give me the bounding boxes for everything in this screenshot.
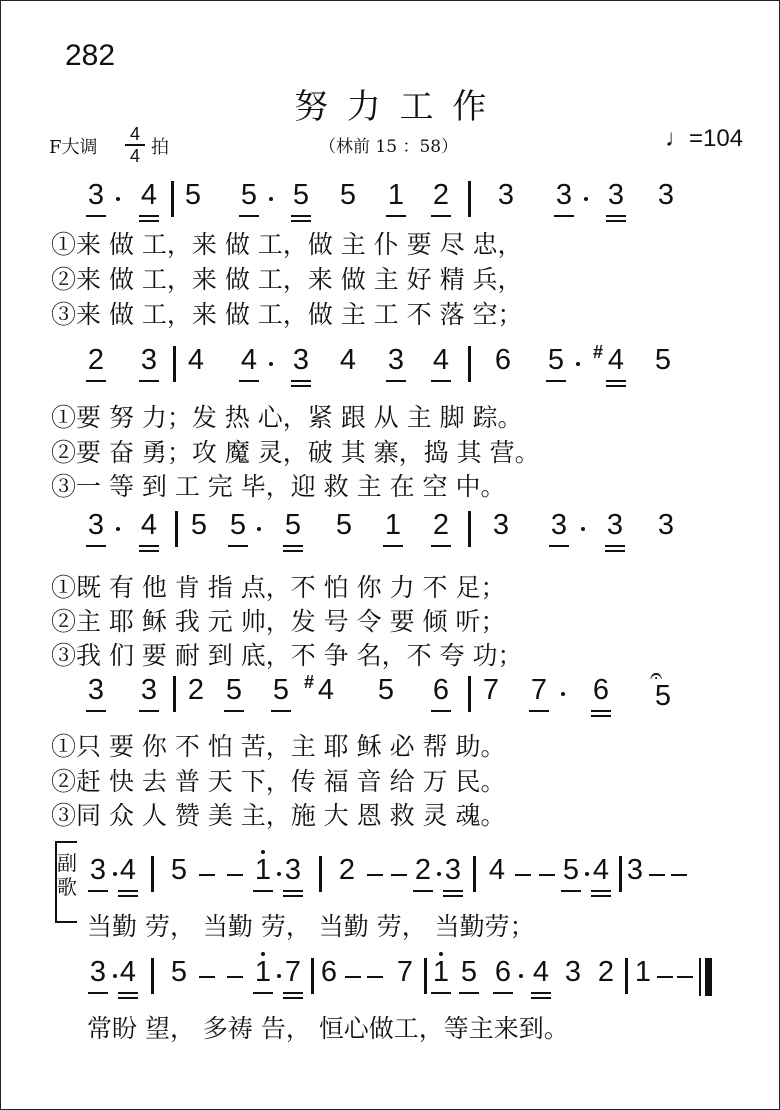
scripture-reference: （林前 15 ：58） [319,137,459,157]
dot-rhythm [561,692,565,696]
dot-rhythm [584,197,588,201]
note: 3 [492,509,510,541]
barline [319,856,322,892]
note: 1 [254,854,272,886]
lyric-verse-2: ②来 做 工，来 做 工，来 做 主 好 精 兵， [51,265,523,294]
note: 4 [140,179,158,211]
dot-rhythm [269,362,273,366]
lyric-chorus-2: 常盼 望， 多祷 告， 恒心做工，等主来到。 [87,1014,569,1043]
notation-chorus-1 [1,856,780,896]
underline [606,380,626,382]
dot-rhythm [576,362,580,366]
dash [671,874,687,876]
underline [561,890,581,892]
barline [311,958,314,994]
barline [468,511,471,547]
underline [431,710,451,712]
underline [283,992,303,994]
underline [271,710,291,712]
note: 3 [657,179,675,211]
lyric-verse-3: ③一 等 到 工 完 毕，迎 救 主 在 空 中。 [51,472,506,501]
underline [591,715,611,717]
dot-rhythm [277,872,281,876]
notation-line-2 [1,342,780,386]
underline [493,992,513,994]
underline [139,545,159,547]
underline [291,215,311,217]
chorus-label-char: 副 [57,851,77,875]
note: 4 [488,854,506,886]
underline [554,215,574,217]
underline [283,550,303,552]
underline [591,710,611,712]
dash [677,976,693,978]
sharp-icon: # [303,672,315,692]
dot-rhythm [581,527,585,531]
note: 3 [607,179,625,211]
note: 2 [432,179,450,211]
underline [239,215,259,217]
dot-rhythm [277,974,281,978]
note: 2 [338,854,356,886]
barline [619,856,622,892]
dash [649,874,665,876]
note: 3 [550,509,568,541]
note: 3 [387,344,405,376]
underline [606,220,626,222]
note: 5 [190,509,208,541]
note: 2 [87,344,105,376]
note: 7 [396,956,414,988]
note: 4 [339,344,357,376]
underline [546,380,566,382]
barline [625,958,628,994]
dash [227,976,243,978]
underline [291,385,311,387]
underline [86,710,106,712]
lyric-chorus-1: 当勤 劳， 当勤 劳， 当勤 劳， 当勤劳； [87,912,535,941]
underline [606,215,626,217]
lyric-verse-2: ②要 奋 勇；攻 魔 灵，破 其 寨，捣 其 营。 [51,438,540,467]
underline [253,992,273,994]
note: 3 [497,179,515,211]
note: 5 [377,674,395,706]
underline [139,220,159,222]
note: 6 [592,674,610,706]
quarter-note-icon: ♩ [665,125,689,152]
note: 5 [339,179,357,211]
note: 2 [432,509,450,541]
note: 5 [284,509,302,541]
note: 7 [284,956,302,988]
dot-rhythm [437,872,441,876]
underline [549,545,569,547]
underline [86,545,106,547]
final-barline-thick [705,958,712,996]
underline [224,710,244,712]
underline [118,895,138,897]
underline [431,215,451,217]
page-number: 282 [65,39,116,72]
note: 1 [254,956,272,988]
underline [283,895,303,897]
note: 5 [272,674,290,706]
note: 3 [657,509,675,541]
underline [531,997,551,999]
note: 4 [119,854,137,886]
note: 5 [184,179,202,211]
note: 7 [482,674,500,706]
lyric-verse-1: ①来 做 工，来 做 工，做 主 仆 要 尽 忠， [51,230,523,259]
note: 4 [532,956,550,988]
note: 4 [432,344,450,376]
note: 5 [562,854,580,886]
note: 3 [87,179,105,211]
dash [345,976,361,978]
note: 3 [626,854,644,886]
underline [431,545,451,547]
notation-line-1 [1,181,780,221]
underline [443,890,463,892]
underline [431,992,451,994]
underline [591,895,611,897]
final-barline-thin [699,958,701,996]
barline [175,511,178,547]
note: 3 [555,179,573,211]
underline [118,890,138,892]
underline [413,890,433,892]
time-label: 拍 [151,137,169,158]
note: 4 [240,344,258,376]
underline [529,710,549,712]
dash [539,874,555,876]
note: 3 [564,956,582,988]
note: 5 [547,344,565,376]
underline [605,545,625,547]
underline [118,992,138,994]
underline [88,890,108,892]
underline [431,380,451,382]
note: 5 [654,680,672,712]
underline [386,215,406,217]
dash [199,976,215,978]
note: 2 [414,854,432,886]
note: 4 [119,956,137,988]
underline [386,380,406,382]
note: 1 [432,956,450,988]
barline [173,676,176,712]
note: 4 [607,344,625,376]
underline [239,380,259,382]
note: 1 [387,179,405,211]
note: 3 [444,854,462,886]
lyric-verse-2: ②主 耶 稣 我 元 帅，发 号 令 要 倾 听； [51,607,506,636]
lyric-verse-1: ①要 努 力；发 热 心，紧 跟 从 主 脚 踪。 [51,403,523,432]
dot-rhythm [116,527,120,531]
note: 5 [460,956,478,988]
underline [118,997,138,999]
dot-rhythm [116,197,120,201]
note: 4 [140,509,158,541]
tempo-marking [665,125,743,153]
note: 3 [292,344,310,376]
chorus-label-char: 歌 [57,875,77,899]
underline [139,380,159,382]
note: 5 [170,956,188,988]
dot-rhythm [113,872,117,876]
underline [443,895,463,897]
underline [605,550,625,552]
underline [383,545,403,547]
dash [391,874,407,876]
note: 5 [654,344,672,376]
dash [199,874,215,876]
note: 4 [317,674,335,706]
note: 6 [494,344,512,376]
lyric-verse-1: ①既 有 他 肯 指 点，不 怕 你 力 不 足； [51,573,506,602]
underline [291,380,311,382]
underline [139,215,159,217]
underline [459,992,479,994]
note: 3 [140,344,158,376]
note: 3 [140,674,158,706]
underline [283,997,303,999]
note: 1 [634,956,652,988]
note: 5 [292,179,310,211]
lyric-verse-2: ②赶 快 去 普 天 下，传 福 音 给 万 民。 [51,767,506,796]
underline [291,220,311,222]
dot-rhythm [585,872,589,876]
underline [253,890,273,892]
notation-chorus-2 [1,958,780,998]
underline [606,385,626,387]
note: 3 [87,509,105,541]
dash [367,976,383,978]
note: 7 [530,674,548,706]
dot-rhythm [257,527,261,531]
dash [657,976,673,978]
underline [86,380,106,382]
time-signature [125,124,145,166]
dot-rhythm [269,197,273,201]
barline [473,856,476,892]
dash [367,874,383,876]
underline [139,710,159,712]
barline [468,676,471,712]
barline [468,346,471,382]
underline [88,992,108,994]
note: 5 [229,509,247,541]
note: 2 [187,674,205,706]
fermata-icon: 𝄐 [650,664,663,689]
hymn-title: 努 力 工 作 [294,87,491,127]
note: 3 [87,674,105,706]
barline [468,181,471,217]
underline [283,890,303,892]
note: 5 [170,854,188,886]
dot-rhythm [519,974,523,978]
dot-rhythm [113,974,117,978]
underline [86,215,106,217]
lyric-verse-3: ③来 做 工，来 做 工，做 主 工 不 落 空； [51,300,523,329]
note: 6 [320,956,338,988]
underline [228,545,248,547]
lyric-verse-1: ①只 要 你 不 怕 苦，主 耶 稣 必 帮 助。 [51,732,506,761]
note: 3 [606,509,624,541]
barline [151,856,154,892]
barline [171,181,174,217]
barline [424,958,427,994]
underline [139,550,159,552]
underline [591,890,611,892]
underline [531,992,551,994]
time-top: 4 [129,124,140,144]
lyric-verse-3: ③同 众 人 赞 美 主，施 大 恩 救 灵 魂。 [51,801,506,830]
note: 2 [597,956,615,988]
barline [151,958,154,994]
note: 1 [384,509,402,541]
note: 6 [432,674,450,706]
note: 4 [187,344,205,376]
note: 3 [284,854,302,886]
note: 3 [89,956,107,988]
dash [515,874,531,876]
underline [283,545,303,547]
notation-line-3 [1,511,780,551]
tempo-value: =104 [689,125,744,152]
time-bottom: 4 [129,146,140,166]
notation-line-4 [1,664,780,716]
note: 5 [240,179,258,211]
note: 4 [592,854,610,886]
key-signature: F大调 [49,137,98,158]
dash [227,874,243,876]
barline [173,346,176,382]
note: 5 [225,674,243,706]
sharp-icon: # [592,342,604,362]
note: 6 [494,956,512,988]
lyric-verse-3: ③我 们 要 耐 到 底，不 争 名，不 夸 功； [51,641,523,670]
note: 5 [335,509,353,541]
note: 3 [89,854,107,886]
